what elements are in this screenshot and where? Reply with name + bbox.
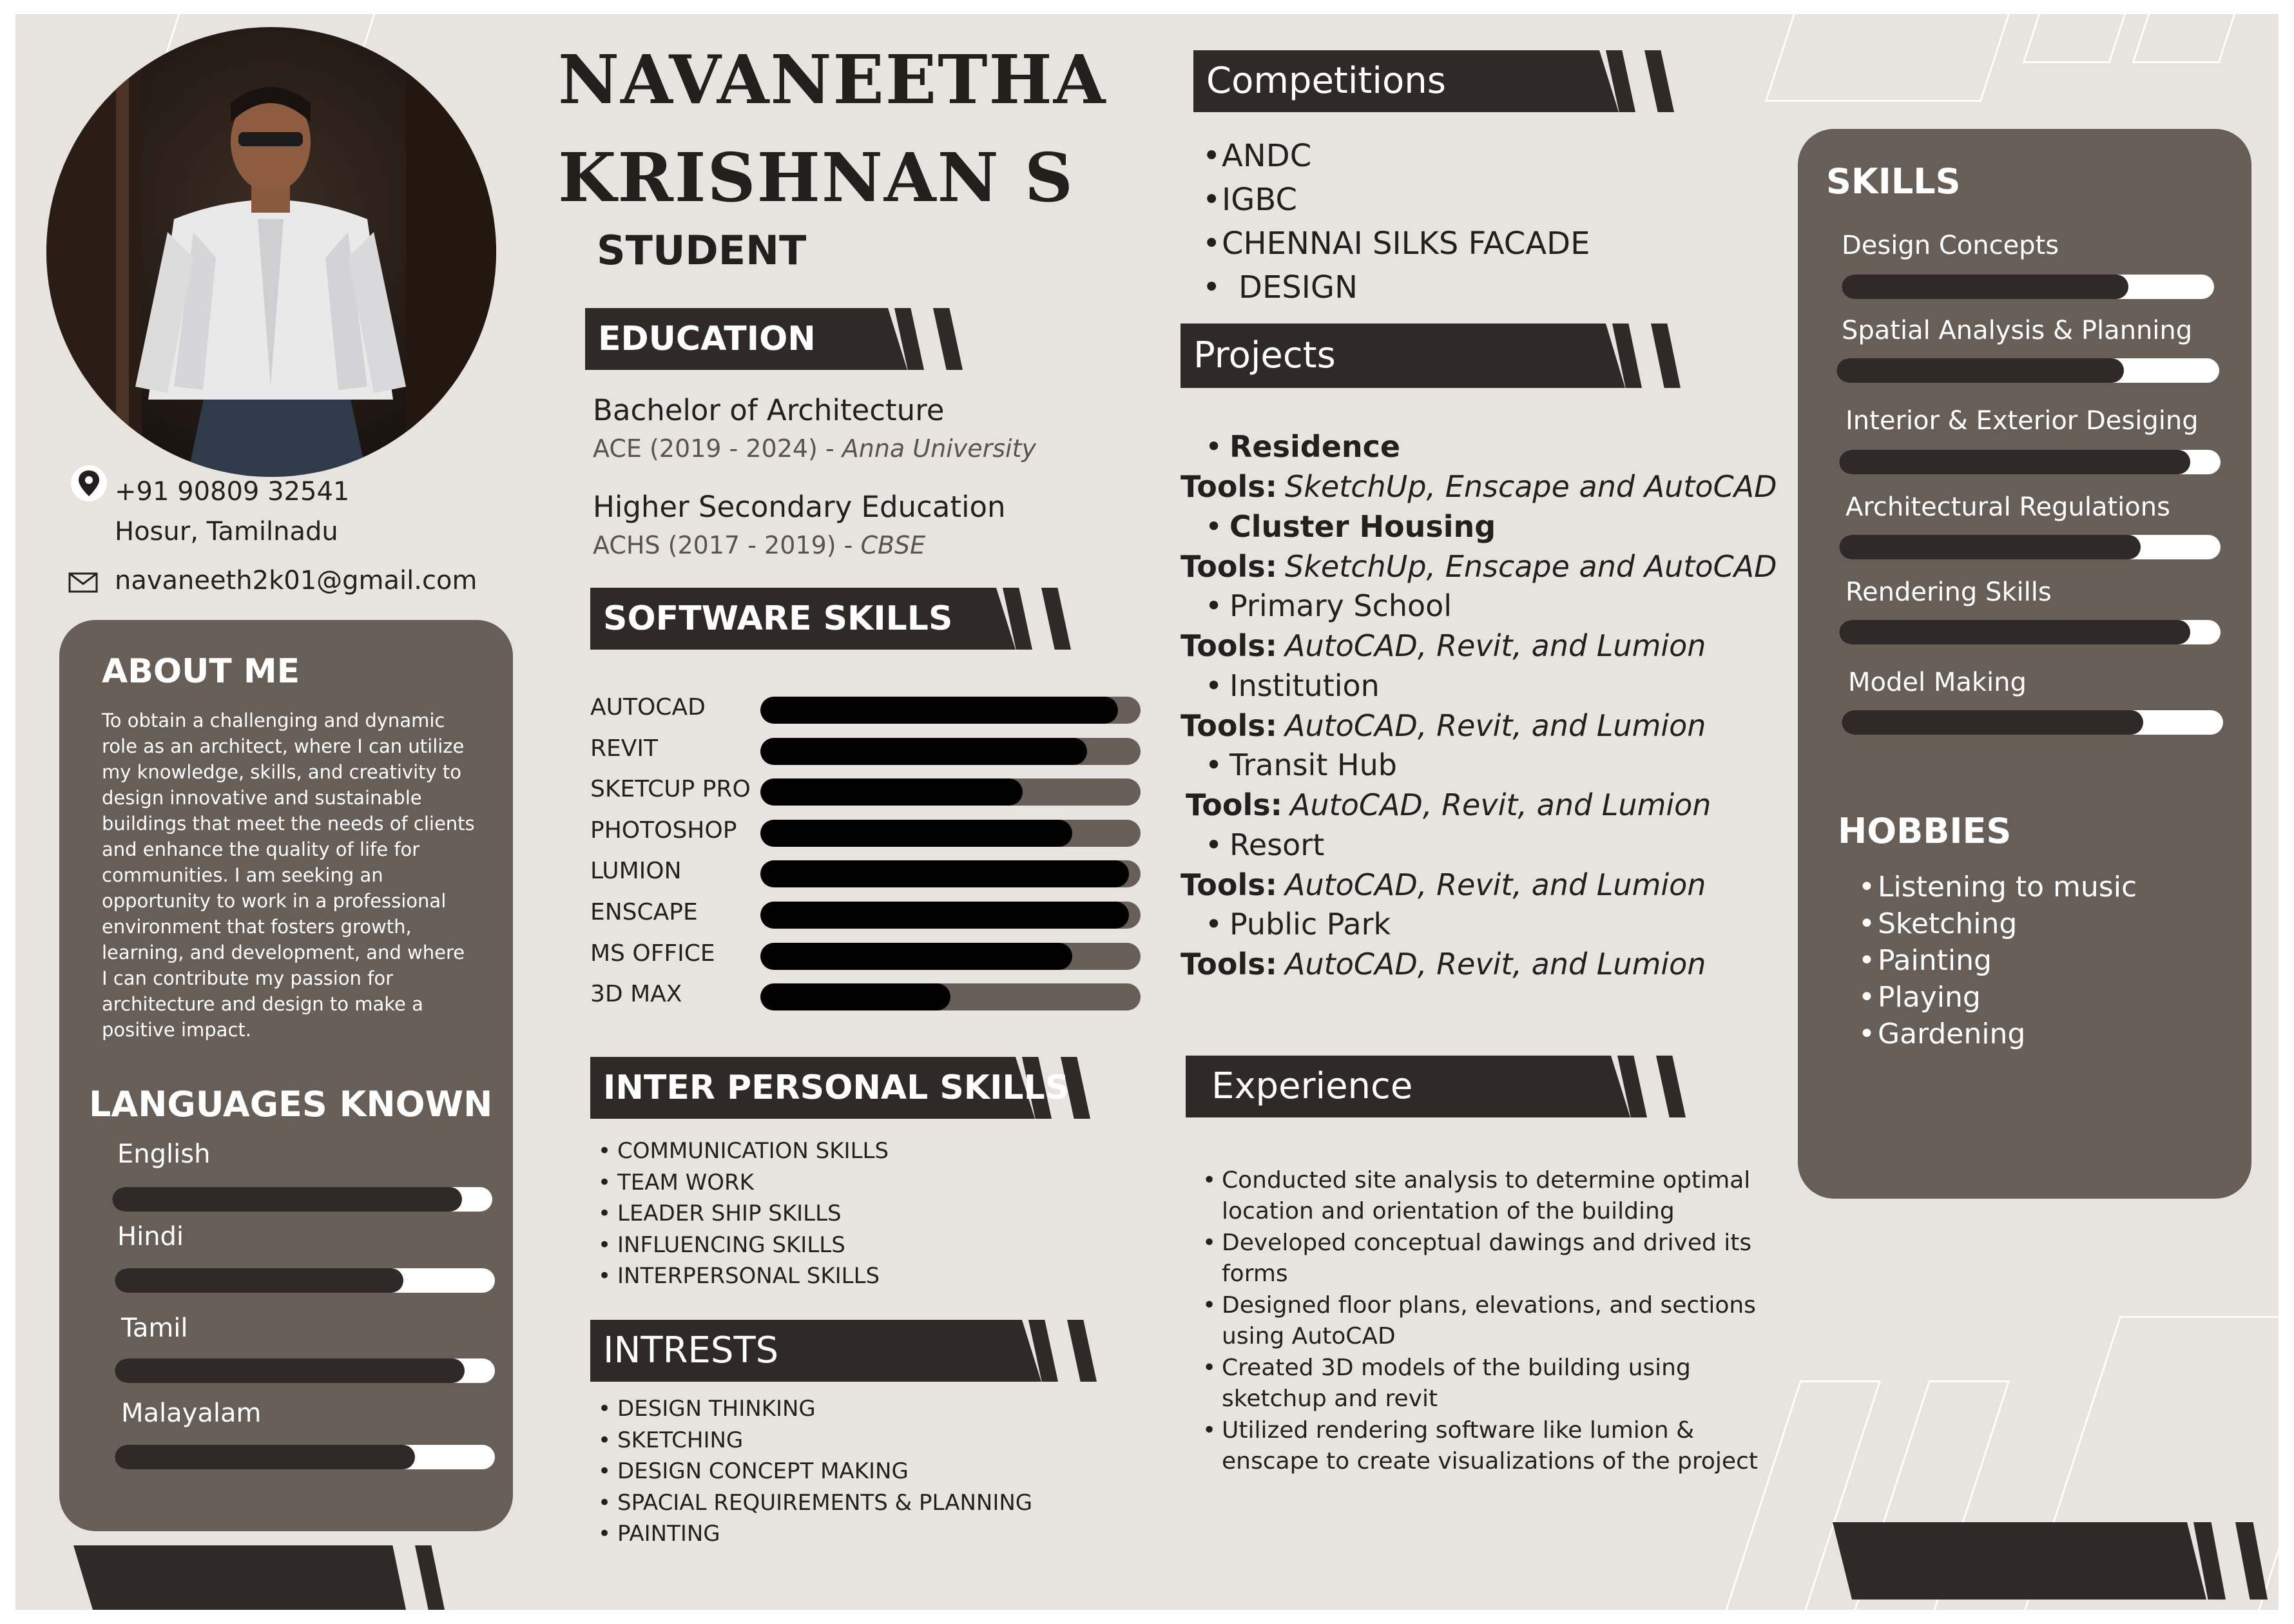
footer-banner-right [1833, 1522, 2279, 1600]
experience-line: Conducted site analysis to determine optimal [1222, 1167, 1751, 1194]
experience-item [1202, 1353, 1691, 1415]
bullet: • [1202, 1417, 1217, 1444]
education-title: EDUCATION [598, 320, 816, 358]
level-fill [1836, 358, 2124, 383]
competitions-banner [1193, 50, 1709, 112]
bullet: • [1205, 588, 1223, 623]
software-level-bar [760, 738, 1141, 765]
experience-line: Utilized rendering software like lumion & [1222, 1417, 1695, 1444]
decorative-outline [2022, 14, 2130, 63]
skill-name: Architectural Regulations [1846, 492, 2170, 522]
list-item: • Listening to music [1858, 869, 2137, 905]
education-detail [593, 531, 925, 559]
languages-title: LANGUAGES KNOWN [89, 1084, 493, 1125]
software-level-bar [760, 943, 1141, 970]
level-fill [760, 902, 1129, 929]
name-line-1: NAVANEETHA [558, 40, 1107, 119]
software-name: SKETCUP PRO [590, 776, 751, 803]
software-skills-title: SOFTWARE SKILLS [603, 599, 953, 638]
project-name: Residence [1229, 429, 1401, 464]
software-level-bar [760, 778, 1141, 806]
level-fill [1839, 535, 2141, 559]
envelope-icon [68, 572, 98, 593]
software-name: MS OFFICE [590, 940, 715, 967]
language-level-bar [112, 1187, 492, 1212]
list-item: • INFLUENCING SKILLS [598, 1230, 889, 1261]
interpersonal-title: INTER PERSONAL SKILLS [603, 1068, 1070, 1107]
project-name: Transit Hub [1229, 748, 1397, 782]
decorative-outline [2132, 14, 2239, 63]
level-fill [760, 943, 1072, 970]
role-title: STUDENT [597, 227, 807, 274]
interpersonal-banner [590, 1057, 1125, 1119]
skill-level-bar [1842, 275, 2214, 299]
list-item: • LEADER SHIP SKILLS [598, 1198, 889, 1230]
list-item: • DESIGN CONCEPT MAKING [598, 1456, 1032, 1487]
list-item: • TEAM WORK [598, 1167, 889, 1199]
tools-value: SketchUp, Enscape and AutoCAD [1285, 469, 1777, 504]
tools-label: Tools: [1181, 548, 1278, 584]
level-fill [760, 778, 1023, 806]
level-fill [115, 1268, 403, 1293]
level-fill [112, 1187, 462, 1212]
language-level-bar [115, 1358, 495, 1383]
hobbies-list [1858, 869, 2137, 1052]
bullet: • [1202, 1292, 1217, 1319]
experience-line: using AutoCAD [1222, 1323, 1396, 1349]
software-name: 3D MAX [590, 981, 682, 1008]
list-item: • Painting [1858, 942, 2137, 979]
projects-banner [1181, 324, 1715, 388]
list-item: • IGBC [1202, 178, 1590, 222]
email-link[interactable]: navaneeth2k01@gmail.com [115, 566, 477, 595]
interests-banner [590, 1320, 1132, 1382]
profile-photo [45, 26, 497, 478]
tools-value: AutoCAD, Revit, and Lumion [1285, 628, 1706, 663]
level-fill [1839, 450, 2190, 474]
experience-line: forms [1222, 1261, 1288, 1287]
language-level-bar [115, 1445, 495, 1469]
skill-name: Design Concepts [1842, 231, 2059, 260]
list-item: • INTERPERSONAL SKILLS [598, 1261, 889, 1292]
bullet: • [1205, 508, 1223, 544]
bullet: • [1202, 1355, 1217, 1381]
list-item: • PAINTING [598, 1518, 1032, 1550]
level-fill [760, 983, 950, 1010]
list-item: • SKETCHING [598, 1425, 1032, 1456]
resume-page [15, 14, 2279, 1610]
hobbies-title: HOBBIES [1838, 811, 2012, 851]
experience-line: location and orientation of the building [1222, 1198, 1675, 1224]
education-detail [593, 434, 1036, 463]
list-item: • ANDC [1202, 134, 1590, 178]
language-level-bar [115, 1268, 495, 1293]
project-tools [1181, 549, 1777, 584]
language-name: Tamil [121, 1313, 188, 1343]
level-fill [760, 860, 1129, 887]
experience-item [1202, 1228, 1751, 1290]
project-tools [1181, 947, 1706, 981]
decorative-outline [1765, 14, 2014, 102]
bullet: • [1205, 907, 1223, 942]
list-item: • DESIGN THINKING [598, 1393, 1032, 1425]
bullet: • [1205, 668, 1223, 703]
language-name: Malayalam [121, 1398, 262, 1428]
project-name: Cluster Housing [1229, 508, 1496, 544]
tools-label: Tools: [1181, 947, 1278, 981]
skill-name: Interior & Exterior Desiging [1846, 406, 2199, 436]
tools-label: Tools: [1181, 628, 1278, 663]
interests-list [598, 1393, 1032, 1550]
list-item-continued: • DESIGN [1202, 266, 1590, 309]
competitions-title: Competitions [1206, 60, 1446, 102]
bullet: • [1205, 429, 1223, 464]
project-tools [1181, 708, 1706, 743]
skill-name: Rendering Skills [1846, 577, 2052, 607]
project-name: Institution [1229, 668, 1380, 703]
level-fill [760, 820, 1072, 847]
level-fill [1842, 275, 2128, 299]
project-tools [1181, 867, 1706, 902]
software-name: LUMION [590, 858, 682, 885]
tools-value: AutoCAD, Revit, and Lumion [1285, 947, 1706, 981]
skill-name: Spatial Analysis & Planning [1842, 316, 2193, 345]
education-degree: Bachelor of Architecture [593, 393, 945, 427]
competitions-list [1202, 134, 1590, 309]
software-level-bar [760, 860, 1141, 887]
tools-label: Tools: [1181, 867, 1278, 902]
skill-level-bar [1842, 710, 2223, 735]
footer-banner-left [73, 1545, 473, 1610]
skill-level-bar [1836, 358, 2219, 383]
phone-number: +91 90809 32541 [115, 477, 350, 507]
experience-banner [1186, 1056, 1720, 1117]
software-name: ENSCAPE [590, 899, 698, 925]
education-institution: ACE (2019 - 2024) - [593, 434, 842, 463]
experience-item [1202, 1290, 1756, 1352]
list-item: • Gardening [1858, 1016, 2137, 1052]
tools-value: AutoCAD, Revit, and Lumion [1285, 708, 1706, 743]
location-pin-icon [70, 460, 110, 505]
project-tools [1186, 788, 1711, 822]
skill-level-bar [1839, 450, 2221, 474]
education-banner [585, 308, 998, 370]
education-degree: Higher Secondary Education [593, 490, 1006, 524]
name-line-2: KRISHNAN S [558, 138, 1074, 217]
software-name: REVIT [590, 735, 658, 762]
software-level-bar [760, 902, 1141, 929]
level-fill [760, 697, 1118, 724]
location-text: Hosur, Tamilnadu [115, 517, 338, 546]
experience-line: Designed floor plans, elevations, and sections [1222, 1292, 1756, 1319]
bullet: • [1202, 1230, 1217, 1256]
list-item: • SPACIAL REQUIREMENTS & PLANNING [598, 1487, 1032, 1519]
level-fill [115, 1445, 415, 1469]
tools-value: SketchUp, Enscape and AutoCAD [1285, 548, 1777, 584]
experience-item [1202, 1165, 1750, 1227]
interests-title: INTRESTS [603, 1329, 779, 1371]
list-item: • CHENNAI SILKS FACADE [1202, 222, 1590, 266]
list-item: • COMMUNICATION SKILLS [598, 1136, 889, 1167]
education-board: Anna University [842, 434, 1036, 463]
project-name: Public Park [1229, 907, 1391, 942]
experience-title: Experience [1211, 1065, 1413, 1107]
skill-level-bar [1839, 535, 2221, 559]
projects-title: Projects [1193, 334, 1336, 376]
tools-value: AutoCAD, Revit, and Lumion [1285, 867, 1706, 902]
language-name: Hindi [117, 1222, 184, 1252]
experience-line: Created 3D models of the building using [1222, 1355, 1691, 1381]
education-board: CBSE [860, 531, 926, 559]
level-fill [1842, 710, 2143, 735]
project-name: Resort [1229, 827, 1325, 862]
skills-title: SKILLS [1826, 161, 1961, 202]
interpersonal-list [598, 1136, 889, 1292]
project-tools [1181, 628, 1706, 663]
level-fill [115, 1358, 465, 1383]
bullet: • [1205, 748, 1223, 782]
skill-level-bar [1839, 620, 2221, 644]
skill-name: Model Making [1848, 668, 2027, 697]
tools-label: Tools: [1181, 469, 1278, 504]
bullet: • [1202, 1167, 1217, 1194]
tools-label: Tools: [1181, 708, 1278, 743]
level-fill [760, 738, 1087, 765]
list-item: • Sketching [1858, 905, 2137, 942]
language-name: English [117, 1139, 211, 1169]
list-item: • Playing [1858, 979, 2137, 1016]
level-fill [1839, 620, 2190, 644]
tools-value: AutoCAD, Revit, and Lumion [1290, 788, 1711, 822]
project-name: Primary School [1229, 588, 1452, 623]
experience-line: sketchup and revit [1222, 1386, 1438, 1412]
software-skills-banner [590, 588, 1106, 650]
about-title: ABOUT ME [102, 652, 300, 691]
software-name: PHOTOSHOP [590, 817, 737, 844]
software-level-bar [760, 983, 1141, 1010]
education-institution: ACHS (2017 - 2019) - [593, 531, 861, 559]
software-level-bar [760, 697, 1141, 724]
experience-line: enscape to create visualizations of the project [1222, 1448, 1758, 1474]
tools-label: Tools: [1186, 788, 1283, 822]
bullet: • [1205, 827, 1223, 862]
about-text: To obtain a challenging and dynamic role as an architect, where I can utilize my knowledge, skills, and creativity to design innovative and sustainable buildings that meet the needs of clients and enhance the quality of life for communities. I am seeking an opportunity to work in a professional environment that fosters growth, learning, and development, and where I can contribute my passion for architecture and design to make a positive impact. [102, 710, 475, 1041]
experience-item [1202, 1415, 1758, 1477]
project-tools [1181, 469, 1777, 504]
experience-line: Developed conceptual dawings and drived its [1222, 1230, 1752, 1256]
software-name: AUTOCAD [590, 694, 706, 720]
software-level-bar [760, 820, 1141, 847]
